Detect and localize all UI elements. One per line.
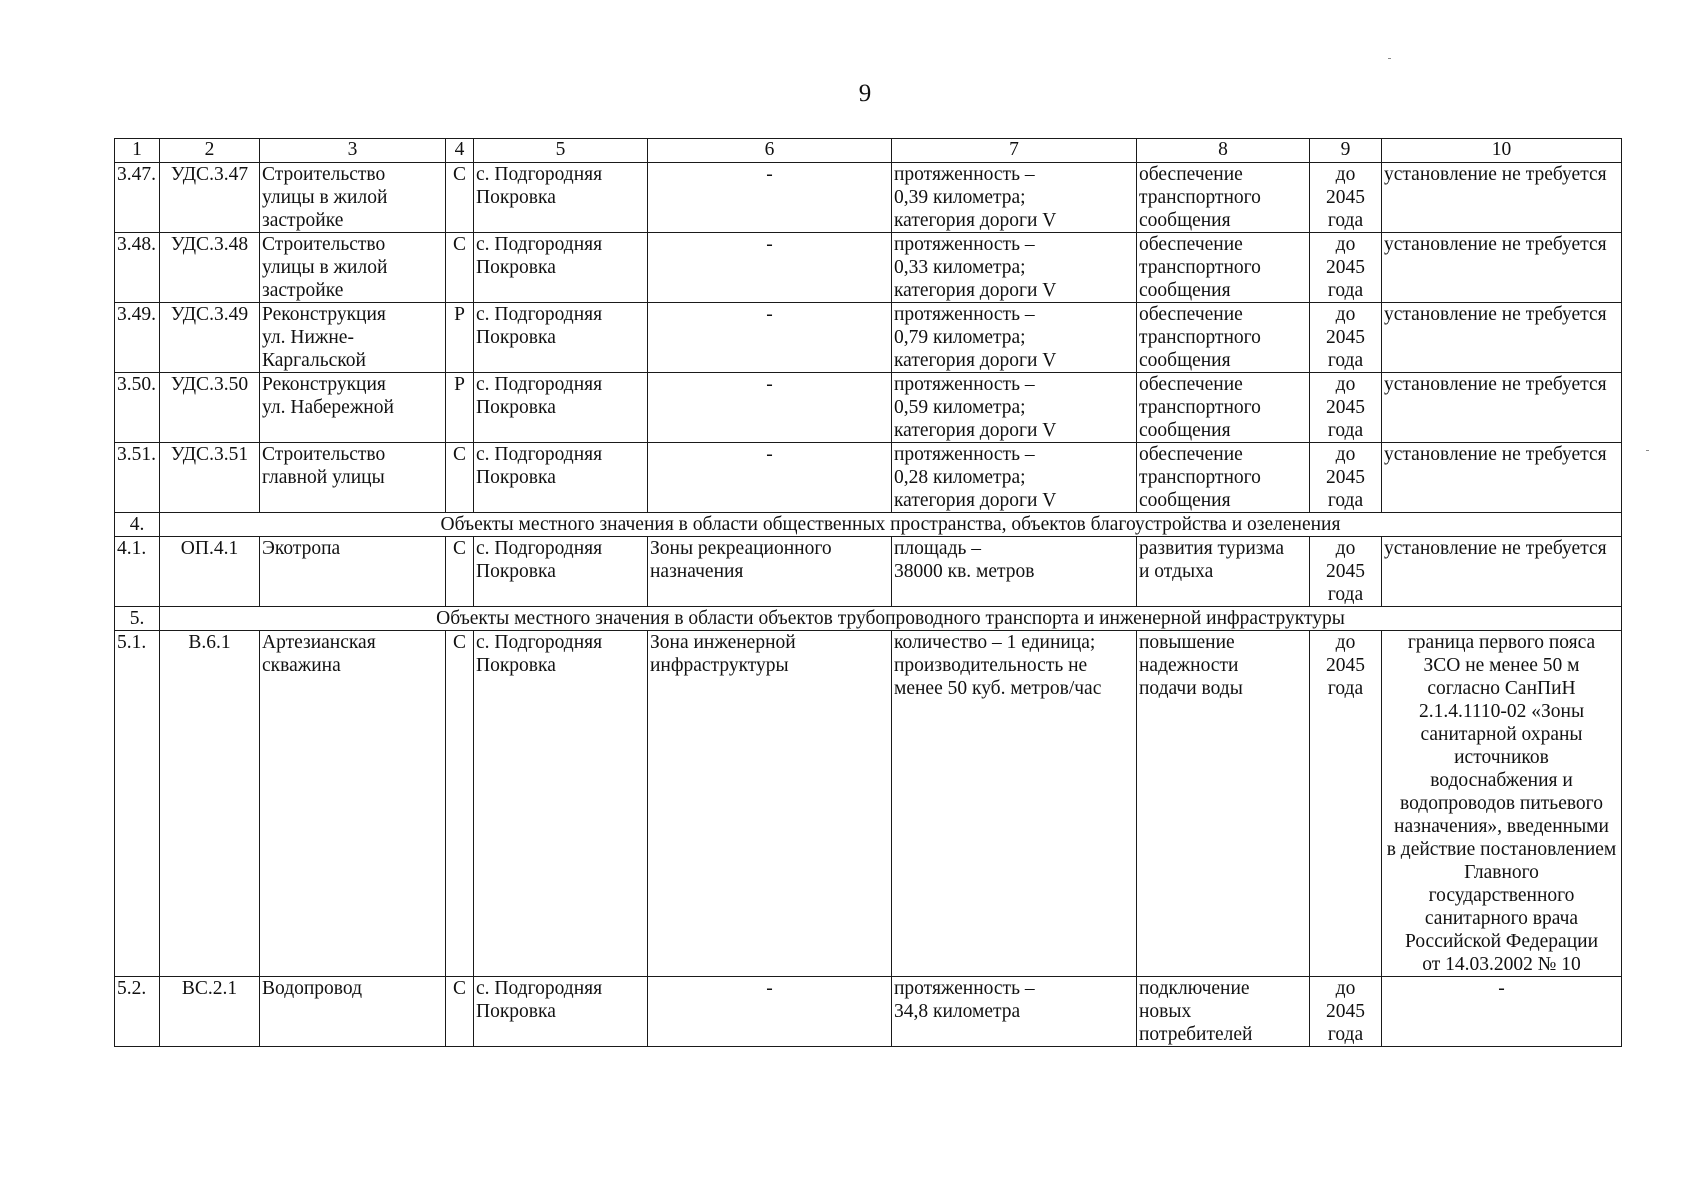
table-row <box>115 977 1622 1047</box>
table-row <box>115 373 1622 443</box>
cell-purpose: обеспечение транспортного сообщения <box>1137 373 1310 443</box>
cell-object-name: Экотропа <box>260 537 446 607</box>
cell-number: 3.47. <box>115 163 160 233</box>
cell-zone-restrictions: установление не требуется <box>1382 537 1622 607</box>
column-header: 4 <box>446 139 474 163</box>
section-header-row <box>115 513 1622 537</box>
cell-zone-restrictions: установление не требуется <box>1382 373 1622 443</box>
column-header: 6 <box>648 139 892 163</box>
cell-object-code: ОП.4.1 <box>160 537 260 607</box>
cell-purpose: обеспечение транспортного сообщения <box>1137 443 1310 513</box>
cell-location: с. Подгородняя Покровка <box>474 631 648 977</box>
cell-zone-restrictions: установление не требуется <box>1382 233 1622 303</box>
cell-status: Р <box>446 373 474 443</box>
cell-characteristics: протяженность – 34,8 километра <box>892 977 1137 1047</box>
cell-object-code: УДС.3.50 <box>160 373 260 443</box>
section-number: 4. <box>115 513 160 537</box>
cell-purpose: повышение надежности подачи воды <box>1137 631 1310 977</box>
cell-purpose: развития туризма и отдыха <box>1137 537 1310 607</box>
cell-object-name: Строительство улицы в жилой застройке <box>260 233 446 303</box>
cell-location: с. Подгородняя Покровка <box>474 233 648 303</box>
table-row <box>115 443 1622 513</box>
cell-number: 3.48. <box>115 233 160 303</box>
cell-status: С <box>446 163 474 233</box>
cell-location: с. Подгородняя Покровка <box>474 303 648 373</box>
table-row <box>115 233 1622 303</box>
cell-characteristics: протяженность – 0,28 километра; категория дороги V <box>892 443 1137 513</box>
cell-zone-restrictions: граница первого пояса ЗСО не менее 50 м согласно СанПиН 2.1.4.1110-02 «Зоны санитарной охраны источников водоснабжения и водопроводов питьевого назначения», введенными в действие постановлением Главного государственного санитарного врача Российской Федерации от 14.03.2002 № 10 <box>1382 631 1622 977</box>
cell-location: с. Подгородняя Покровка <box>474 443 648 513</box>
cell-term: до 2045 года <box>1310 303 1382 373</box>
cell-functional-zone: - <box>648 303 892 373</box>
column-header: 10 <box>1382 139 1622 163</box>
cell-characteristics: площадь – 38000 кв. метров <box>892 537 1137 607</box>
cell-object-code: ВС.2.1 <box>160 977 260 1047</box>
cell-characteristics: количество – 1 единица; производительность не менее 50 куб. метров/час <box>892 631 1137 977</box>
section-title: Объекты местного значения в области общественных пространства, объектов благоустройства и озеленения <box>160 513 1622 537</box>
cell-characteristics: протяженность – 0,39 километра; категория дороги V <box>892 163 1137 233</box>
cell-functional-zone: - <box>648 163 892 233</box>
table-row <box>115 163 1622 233</box>
cell-functional-zone: - <box>648 443 892 513</box>
column-header: 3 <box>260 139 446 163</box>
cell-purpose: обеспечение транспортного сообщения <box>1137 303 1310 373</box>
cell-term: до 2045 года <box>1310 537 1382 607</box>
cell-location: с. Подгородняя Покровка <box>474 373 648 443</box>
column-header: 1 <box>115 139 160 163</box>
section-header-row <box>115 607 1622 631</box>
cell-term: до 2045 года <box>1310 631 1382 977</box>
page-number: 9 <box>858 80 872 107</box>
cell-object-code: УДС.3.51 <box>160 443 260 513</box>
column-header: 9 <box>1310 139 1382 163</box>
cell-status: С <box>446 233 474 303</box>
cell-term: до 2045 года <box>1310 233 1382 303</box>
cell-object-code: В.6.1 <box>160 631 260 977</box>
table-row <box>115 537 1622 607</box>
column-header: 2 <box>160 139 260 163</box>
cell-functional-zone: Зона инженерной инфраструктуры <box>648 631 892 977</box>
column-header: 8 <box>1137 139 1310 163</box>
cell-zone-restrictions: установление не требуется <box>1382 443 1622 513</box>
column-header: 5 <box>474 139 648 163</box>
cell-term: до 2045 года <box>1310 443 1382 513</box>
cell-zone-restrictions: установление не требуется <box>1382 163 1622 233</box>
cell-location: с. Подгородняя Покровка <box>474 163 648 233</box>
column-number-header-row <box>115 139 1622 163</box>
cell-term: до 2045 года <box>1310 163 1382 233</box>
cell-status: С <box>446 537 474 607</box>
cell-term: до 2045 года <box>1310 977 1382 1047</box>
cell-purpose: обеспечение транспортного сообщения <box>1137 233 1310 303</box>
cell-zone-restrictions: установление не требуется <box>1382 303 1622 373</box>
cell-object-name: Строительство главной улицы <box>260 443 446 513</box>
cell-object-code: УДС.3.47 <box>160 163 260 233</box>
section-number: 5. <box>115 607 160 631</box>
cell-purpose: обеспечение транспортного сообщения <box>1137 163 1310 233</box>
cell-number: 5.1. <box>115 631 160 977</box>
cell-number: 3.51. <box>115 443 160 513</box>
cell-object-code: УДС.3.48 <box>160 233 260 303</box>
cell-object-name: Реконструкция ул. Нижне- Каргальской <box>260 303 446 373</box>
cell-characteristics: протяженность – 0,79 километра; категория дороги V <box>892 303 1137 373</box>
cell-functional-zone: - <box>648 233 892 303</box>
cell-status: С <box>446 631 474 977</box>
scan-speck <box>1388 58 1391 59</box>
cell-number: 3.50. <box>115 373 160 443</box>
cell-location: с. Подгородняя Покровка <box>474 977 648 1047</box>
cell-object-name: Строительство улицы в жилой застройке <box>260 163 446 233</box>
cell-purpose: подключение новых потребителей <box>1137 977 1310 1047</box>
planning-objects-table <box>114 138 1622 1047</box>
cell-functional-zone: - <box>648 977 892 1047</box>
table-row <box>115 631 1622 977</box>
cell-object-name: Реконструкция ул. Набережной <box>260 373 446 443</box>
cell-number: 3.49. <box>115 303 160 373</box>
table-row <box>115 303 1622 373</box>
cell-object-code: УДС.3.49 <box>160 303 260 373</box>
cell-object-name: Артезианская скважина <box>260 631 446 977</box>
scan-speck <box>1646 450 1649 451</box>
section-title: Объекты местного значения в области объектов трубопроводного транспорта и инженерной инфраструктуры <box>160 607 1622 631</box>
cell-characteristics: протяженность – 0,33 километра; категория дороги V <box>892 233 1137 303</box>
cell-term: до 2045 года <box>1310 373 1382 443</box>
cell-functional-zone: Зоны рекреационного назначения <box>648 537 892 607</box>
cell-zone-restrictions: - <box>1382 977 1622 1047</box>
cell-functional-zone: - <box>648 373 892 443</box>
cell-status: С <box>446 977 474 1047</box>
cell-number: 4.1. <box>115 537 160 607</box>
column-header: 7 <box>892 139 1137 163</box>
cell-status: С <box>446 443 474 513</box>
cell-object-name: Водопровод <box>260 977 446 1047</box>
cell-location: с. Подгородняя Покровка <box>474 537 648 607</box>
cell-status: Р <box>446 303 474 373</box>
cell-number: 5.2. <box>115 977 160 1047</box>
cell-characteristics: протяженность – 0,59 километра; категория дороги V <box>892 373 1137 443</box>
